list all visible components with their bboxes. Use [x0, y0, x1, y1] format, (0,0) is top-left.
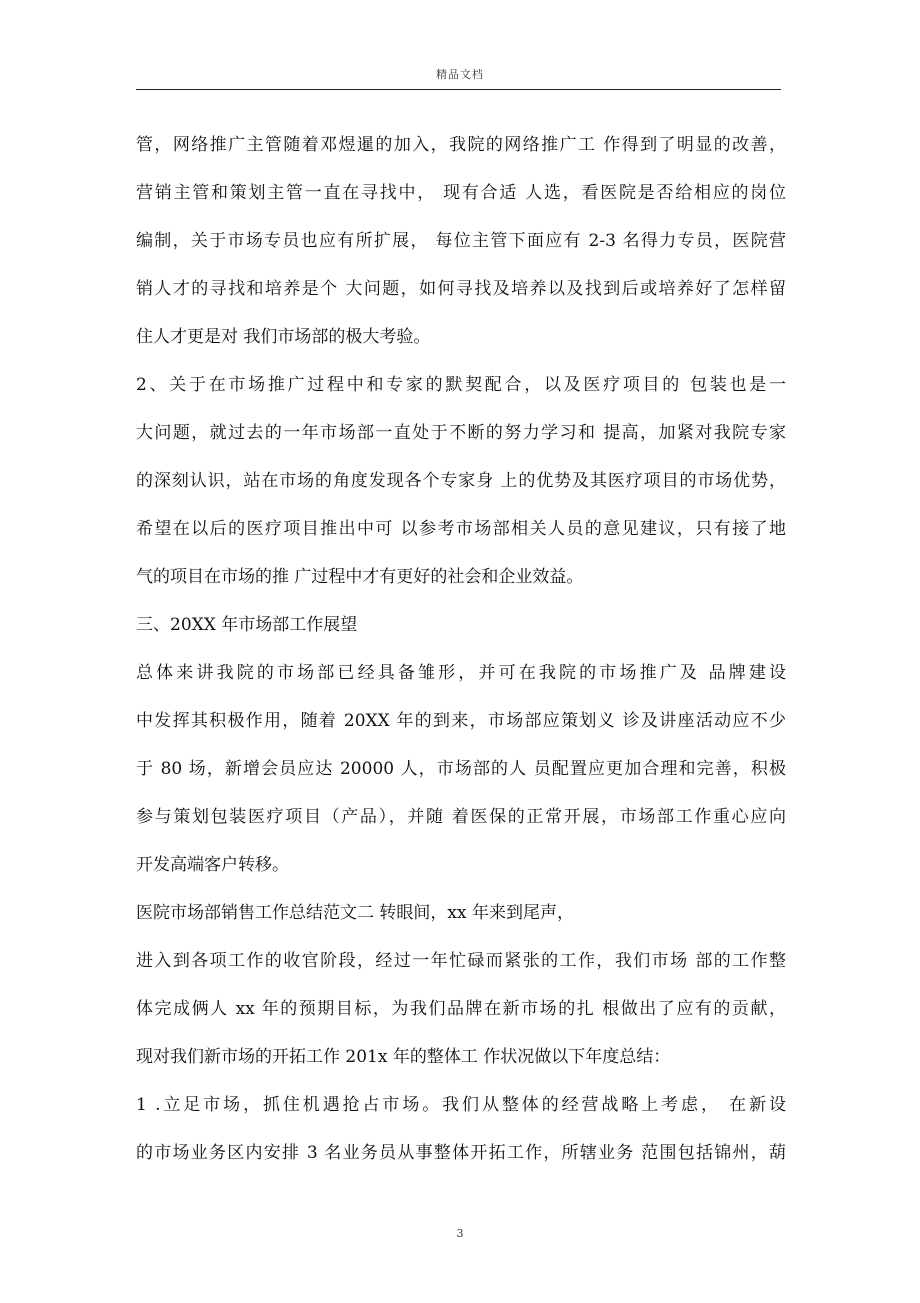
- text-line: 编制，关于市场专员也应有所扩展， 每位主管下面应有 2-3 名得力专员，医院营: [136, 231, 786, 251]
- text-line: 现对我们新市场的开拓工作 201x 年的整体工 作状况做以下年度总结：: [136, 1047, 671, 1067]
- text-line: 于 80 场，新增会员应达 20000 人，市场部的人 员配置应更加合理和完善，积极: [136, 759, 786, 779]
- text-line: 的深刻认识，站在市场的角度发现各个专家身 上的优势及其医疗项目的市场优势，: [136, 471, 786, 491]
- text-line: 希望在以后的医疗项目推出中可 以参考市场部相关人员的意见建议，只有接了地: [136, 519, 786, 539]
- text-line: 参与策划包装医疗项目（产品），并随 着医保的正常开展，市场部工作重心应向: [136, 807, 786, 827]
- header-divider: [136, 89, 781, 90]
- text-line: 的市场业务区内安排 3 名业务员从事整体开拓工作，所辖业务 范围包括锦州，葫: [136, 1143, 786, 1163]
- text-line: 管，网络推广主管随着邓煜暹的加入，我院的网络推广工 作得到了明显的改善，: [136, 135, 786, 155]
- text-line: 中发挥其积极作用，随着 20XX 年的到来，市场部应策划义 诊及讲座活动应不少: [136, 711, 786, 731]
- page-header-title: 精品文档: [436, 68, 484, 81]
- text-line: 体完成俩人 xx 年的预期目标，为我们品牌在新市场的扎 根做出了应有的贡献，: [136, 999, 786, 1019]
- text-line: 住人才更是对 我们市场部的极大考验。: [136, 327, 431, 347]
- text-line: 气的项目在市场的推 广过程中才有更好的社会和企业效益。: [136, 567, 584, 587]
- text-line: 销人才的寻找和培养是个 大问题，如何寻找及培养以及找到后或培养好了怎样留: [136, 279, 786, 299]
- document-body: [136, 121, 786, 1177]
- text-line: 1 .立足市场，抓住机遇抢占市场。我们从整体的经营战略上考虑， 在新设: [136, 1095, 786, 1115]
- text-line: 医院市场部销售工作总结范文二 转眼间，xx 年来到尾声，: [136, 903, 574, 923]
- text-line: 营销主管和策划主管一直在寻找中， 现有合适 人选，看医院是否给相应的岗位: [136, 183, 786, 203]
- text-line: 开发高端客户转移。: [136, 855, 289, 875]
- text-line: 进入到各项工作的收官阶段，经过一年忙碌而紧张的工作，我们市场 部的工作整: [136, 951, 786, 971]
- text-line: 2、关于在市场推广过程中和专家的默契配合，以及医疗项目的 包装也是一: [136, 375, 786, 395]
- page-number: 3: [456, 1227, 464, 1240]
- text-line: 大问题，就过去的一年市场部一直处于不断的努力学习和 提高，加紧对我院专家: [136, 423, 786, 443]
- text-line: 总体来讲我院的市场部已经具备雏形，并可在我院的市场推广及 品牌建设: [136, 663, 786, 683]
- section-heading: 三、20XX 年市场部工作展望: [136, 615, 358, 635]
